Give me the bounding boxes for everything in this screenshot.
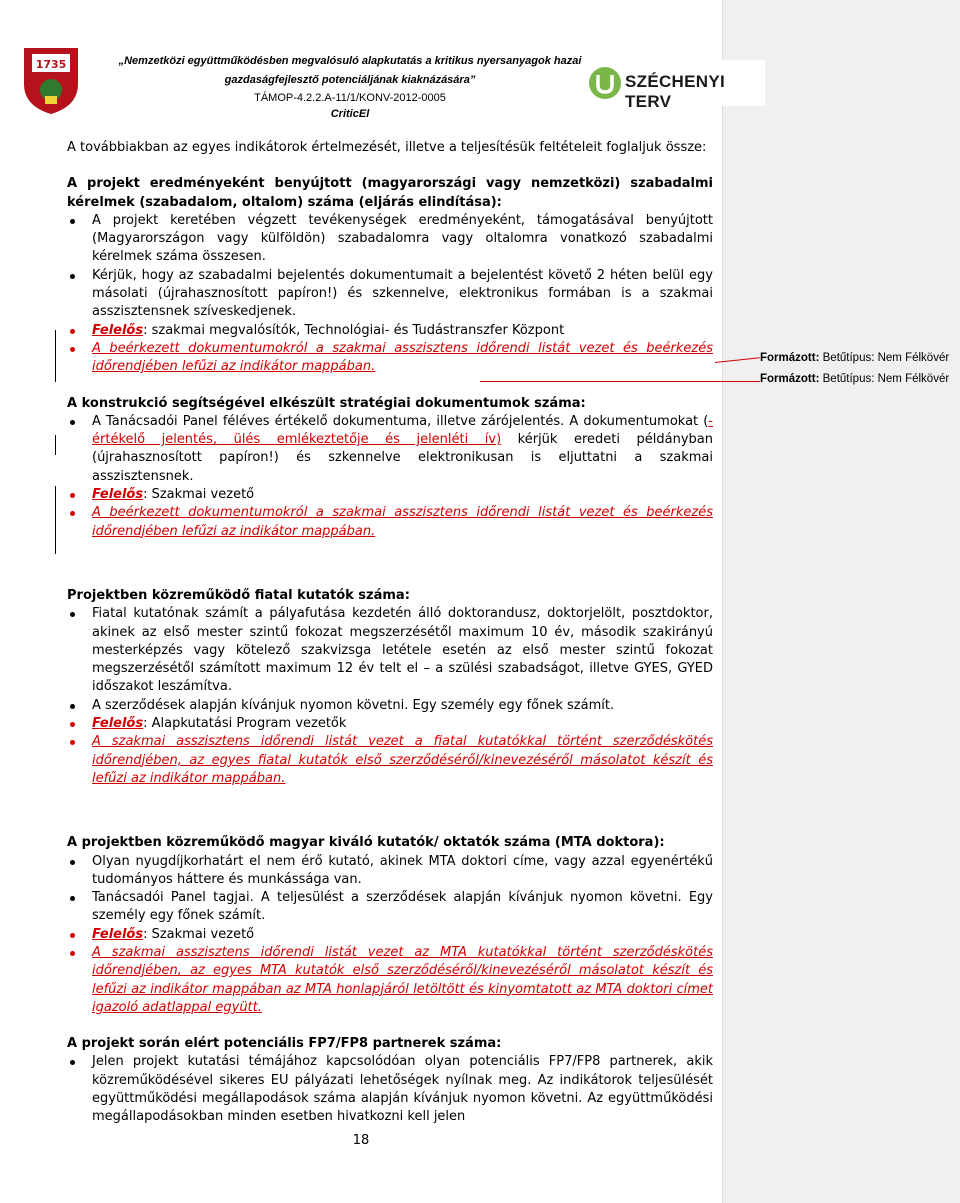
list-item: Kérjük, hogy az szabadalmi bejelentés dokumentumait a bejelentést követő 2 héten belül egy másolati (újrahasznosított papíron!) és szkennelve, elektronikus formában is a szakmai asszisztensnek szíveskedjenek. [67, 267, 713, 322]
crest-year: 1735 [35, 58, 67, 71]
balloon-label: Formázott: [760, 373, 820, 385]
inserted-revision-text: A beérkezett dokumentumokról a szakmai asszisztens időrendi listát vezet és beérkezés időrendjében lefűzi az indikátor mappában. [92, 505, 713, 539]
section-strategy-heading: A konstrukció segítségével elkészült stratégiai dokumentumok száma: [67, 395, 586, 411]
list-item [67, 733, 713, 788]
list-item [67, 504, 713, 541]
inserted-revision-text: -értékelő jelentés, ülés emlékeztetője és jelenléti ív) [92, 413, 713, 448]
section-patent-list [67, 212, 713, 377]
balloon-value: Betűtípus: Nem Félkövér [822, 352, 950, 364]
header-project-title-2: gazdaságfejlesztő potenciáljának kiaknázására” [224, 74, 476, 86]
list-item [67, 944, 713, 1017]
header-project-title-1: „Nemzetközi együttműködésben megvalósuló alapkutatás a kritikus nyersanyagok hazai [118, 55, 582, 67]
inserted-revision-text: A szakmai asszisztens időrendi listát vezet a fiatal kutatókkal történt szerződéskötés időrendjében, az egyes fiatal kutatók első szerződéséről/kinevezéséről másolatot készít és lefűzi az indikátor mappában. [92, 734, 713, 786]
szechenyi-terv-logo [583, 60, 765, 111]
format-comment-balloon[interactable] [760, 373, 949, 385]
change-bar [55, 330, 56, 382]
section-young-researchers-heading: Projektben közreműködő fiatal kutatók száma: [67, 587, 410, 603]
balloon-leader-line [715, 381, 760, 382]
list-item [67, 413, 713, 486]
list-item: Jelen projekt kutatási témájához kapcsolódóan olyan potenciális FP7/FP8 partnerek, akik közreműködésével sikeres EU pályázati lehetőségek nyílnak meg. Az indikátorok teljesülését együttműködési megállapodások száma alapján kívánjuk nyomon követni. Az együttműködési megállapodásokban minden esetben hivatkozni kell jelen [67, 1053, 713, 1126]
header-project-code: TÁMOP-4.2.2.A-11/1/KONV-2012-0005 [254, 92, 446, 104]
list-item: Olyan nyugdíjkorhatárt el nem érő kutató, akinek MTA doktori címe, vagy azzal egyenértékű tudományos háttere és munkássága van. [67, 853, 713, 890]
margin-divider [722, 0, 723, 1203]
section-strategy-list [67, 413, 713, 541]
section-mta-heading: A projektben közreműködő magyar kiváló kutatók/ oktatók száma (MTA doktora): [67, 835, 665, 851]
inserted-revision-text: A beérkezett dokumentumokról a szakmai asszisztens időrendi listát vezet és beérkezés időrendjében lefűzi az indikátor mappában. [92, 340, 713, 375]
balloon-label: Formázott: [760, 352, 820, 364]
section-fp7-list [67, 1053, 713, 1126]
list-item [67, 926, 713, 944]
page-number: 18 [352, 1133, 370, 1148]
list-item: Fiatal kutatónak számít a pályafutása kezdetén álló doktorandusz, doktorjelölt, posztdoktor, akinek az első mester szintű fokozat megszerzésétől maximum 10 év, második szakirányú mesterképzés vagy kötelező szakvizsga letétele esetén az első mester szintű fokozat megszerzésétől számított maximum 12 év telt el – a szülési szabadságot, illetve GYES, GYED időszakot leszámítva. [67, 605, 713, 696]
responsible-text: : Alapkutatási Program vezetők [143, 716, 347, 732]
responsible-text: : Szakmai vezető [143, 926, 255, 942]
comment-margin-pane [722, 0, 960, 1203]
list-item [67, 715, 713, 733]
responsible-text: : szakmai megvalósítók, Technológiai- és Tudástranszfer Központ [143, 322, 565, 338]
szechenyi-leaf-icon [587, 63, 623, 103]
change-bar [55, 435, 56, 455]
intro-paragraph: A továbbiakban az egyes indikátorok értelmezését, illetve a teljesítésük feltételeit foglaljuk össze: [67, 140, 707, 155]
responsible-label: Felelős [92, 716, 144, 732]
responsible-label: Felelős [92, 926, 144, 942]
strategy-text-a: A Tanácsadói Panel féléves értékelő dokumentuma, illetve zárójelentés. A dokumentumokat ( [92, 413, 709, 429]
change-bar [55, 486, 56, 554]
inserted-revision-text: A szakmai asszisztens időrendi listát vezet az MTA kutatókkal történt szerződéskötés időrendjében, az egyes MTA kutatók első szerződéséről/kinevezéséről másolatot készít és lefűzi az indikátor mappában az MTA honlapjáról letöltött és kinyomtatott az MTA doktori címet igazoló adatlappal együtt. [92, 944, 713, 1015]
format-comment-balloon[interactable] [760, 352, 949, 364]
list-item [67, 322, 713, 340]
responsible-text: : Szakmai vezető [143, 487, 255, 503]
list-item: A szerződések alapján kívánjuk nyomon követni. Egy személy egy főnek számít. [67, 697, 713, 715]
balloon-leader-line [480, 381, 715, 382]
document-body [67, 139, 713, 1127]
strategy-text-b: kérjük eredeti példányban (újrahasznosított papíron!) és szkennelve elektronikusan is eljuttatni a szakmai asszisztensnek. [92, 432, 713, 484]
list-item: A projekt keretében végzett tevékenységek eredményeként, támogatásával benyújtott (Magyarországon vagy külföldön) szabadalomra vagy oltalomra vonatkozó szabadalmi kérelmek száma összesen. [67, 212, 713, 267]
section-patent-heading: A projekt eredményeként benyújtott (magyarországi vagy nemzetközi) szabadalmi kérelmek (szabadalom, oltalom) száma (eljárás elindítása): [67, 176, 713, 210]
header-project-acronym: CriticEl [330, 108, 370, 120]
responsible-label: Felelős [92, 322, 144, 338]
section-young-researchers-list [67, 605, 713, 788]
list-item [67, 486, 713, 504]
list-item: Tanácsadói Panel tagjai. A teljesülést a szerződések alapján kívánjuk nyomon követni. Egy személy egy főnek számít. [67, 889, 713, 926]
university-crest-logo [20, 44, 82, 116]
balloon-value: Betűtípus: Nem Félkövér [822, 373, 950, 385]
section-fp7-heading: A projekt során elért potenciális FP7/FP8 partnerek száma: [67, 1036, 502, 1052]
section-mta-list [67, 853, 713, 1018]
responsible-label: Felelős [92, 487, 144, 503]
szechenyi-logo-text: SZÉCHENYI TERV [625, 72, 725, 111]
list-item [67, 340, 713, 377]
